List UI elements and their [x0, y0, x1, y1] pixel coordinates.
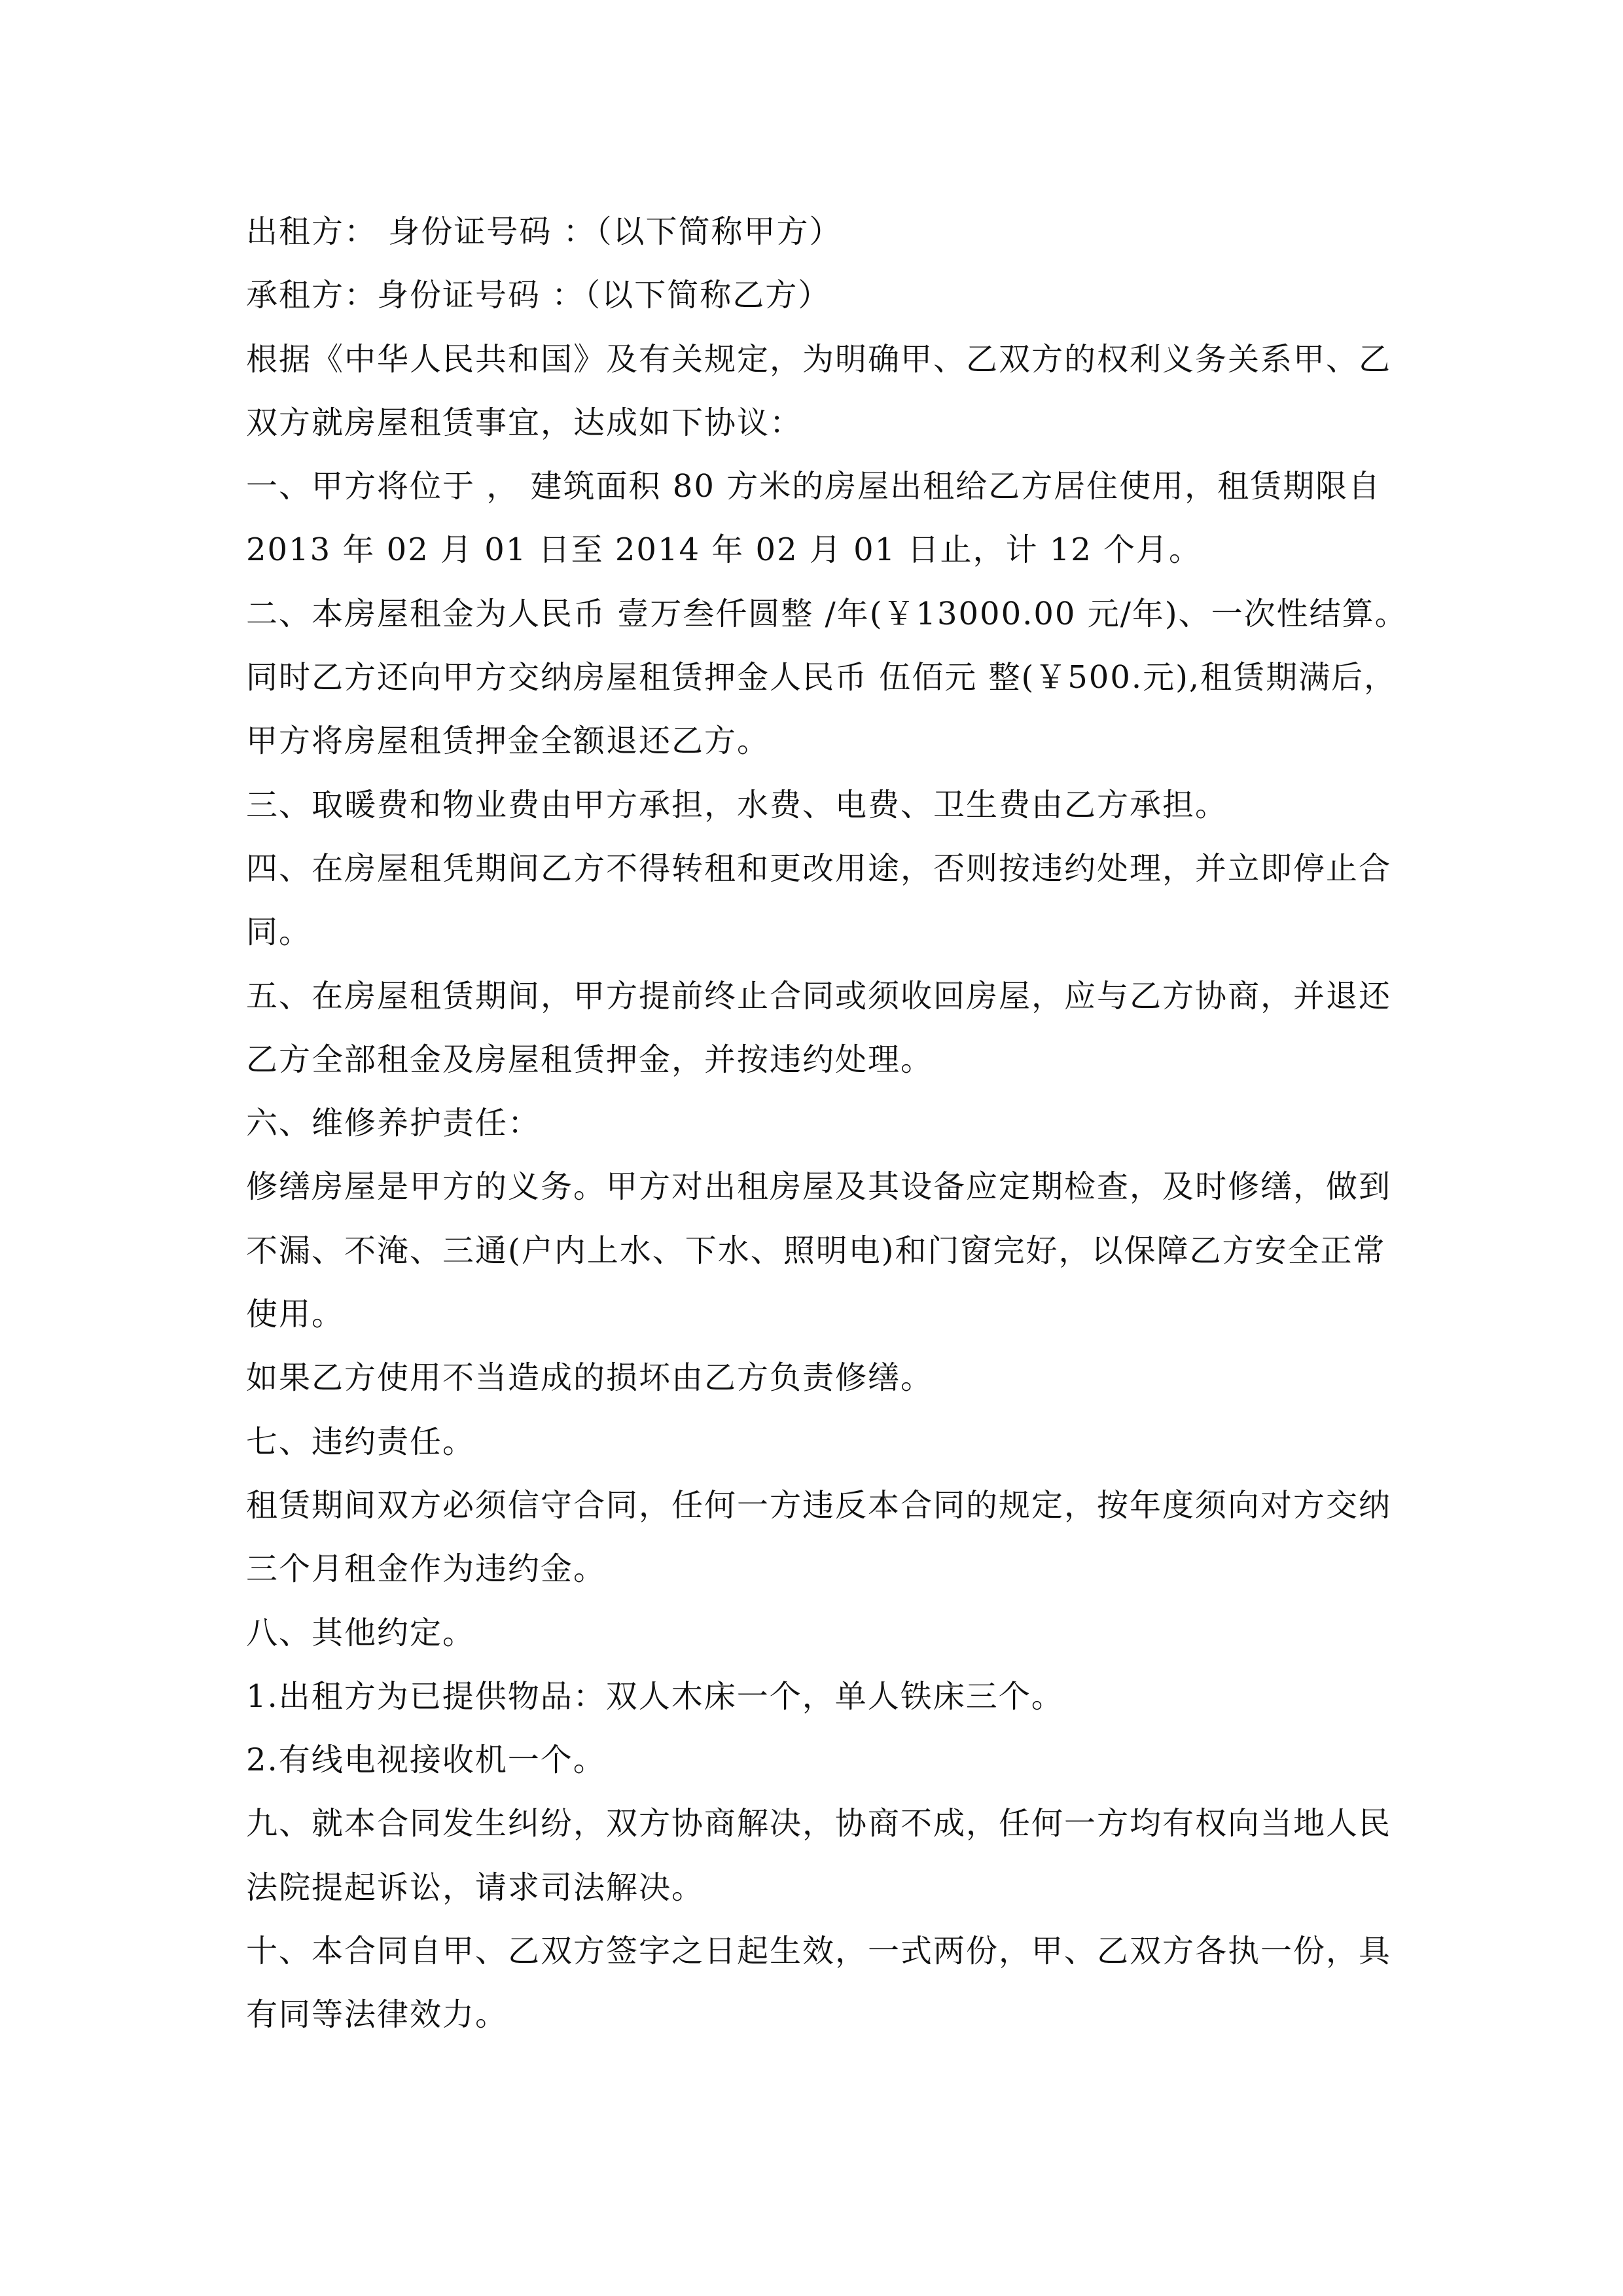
clause-4-line-1: 四、在房屋租凭期间乙方不得转租和更改用途，否则按违约处理，并立即停止合 — [246, 850, 1392, 887]
clause-8-item-2: 2.有线电视接收机一个。 — [246, 1742, 606, 1779]
clause-10-line-1: 十、本合同自甲、乙双方签字之日起生效，一式两份，甲、乙双方各执一份，具 — [246, 1933, 1392, 1970]
clause-2-line-3: 甲方将房屋租赁押金全额退还乙方。 — [246, 723, 770, 760]
clause-8-heading: 八、其他约定。 — [246, 1614, 476, 1651]
clause-6-line-4: 如果乙方使用不当造成的损坏由乙方负责修缮。 — [246, 1359, 934, 1397]
clause-7-line-1: 租赁期间双方必须信守合同，任何一方违反本合同的规定，按年度须向对方交纳 — [246, 1486, 1392, 1524]
clause-6-line-3: 使用。 — [246, 1296, 345, 1333]
clause-4-line-2: 同。 — [246, 914, 312, 951]
contract-body — [246, 200, 1408, 2047]
clause-5-line-2: 乙方全部租金及房屋租赁押金，并按违约处理。 — [246, 1041, 934, 1078]
clause-5-line-1: 五、在房屋租赁期间，甲方提前终止合同或须收回房屋，应与乙方协商，并退还 — [246, 977, 1392, 1014]
clause-9-line-2: 法院提起诉讼，请求司法解决。 — [246, 1869, 705, 1906]
clause-7-line-2: 三个月租金作为违约金。 — [246, 1551, 607, 1588]
preamble-line-2: 双方就房屋租赁事宜，达成如下协议： — [246, 404, 803, 441]
clause-1-line-1: 一、甲方将位于 ， 建筑面积 80 方米的房屋出租给乙方居住使用，租赁期限自 — [246, 468, 1382, 505]
clause-6-line-2: 不漏、不淹、三通(户内上水、下水、照明电)和门窗完好，以保障乙方安全正常 — [246, 1232, 1386, 1269]
clause-3-line-1: 三、取暖费和物业费由甲方承担，水费、电费、卫生费由乙方承担。 — [246, 786, 1228, 823]
lessee-line: 承租方：身份证号码 ：（以下简称乙方） — [246, 277, 831, 314]
clause-7-heading: 七、违约责任。 — [246, 1423, 476, 1460]
preamble-line-1: 根据《中华人民共和国》及有关规定，为明确甲、乙双方的权利义务关系甲、乙 — [246, 340, 1392, 378]
clause-2-line-2: 同时乙方还向甲方交纳房屋租赁押金人民币 伍佰元 整(￥500.元),租赁期满后， — [246, 659, 1397, 696]
clause-9-line-1: 九、就本合同发生纠纷，双方协商解决，协商不成，任何一方均有权向当地人民 — [246, 1805, 1392, 1842]
clause-6-heading: 六、维修养护责任： — [246, 1105, 541, 1142]
clause-6-line-1: 修缮房屋是甲方的义务。甲方对出租房屋及其设备应定期检查，及时修缮，做到 — [246, 1168, 1392, 1206]
clause-8-item-1: 1.出租方为已提供物品：双人木床一个，单人铁床三个。 — [246, 1677, 1064, 1715]
clause-10-line-2: 有同等法律效力。 — [246, 1996, 508, 2034]
clause-2-line-1: 二、本房屋租金为人民币 壹万叁仟圆整 /年(￥13000.00 元/年)、一次性结算。 — [246, 595, 1408, 632]
clause-1-line-2: 2013 年 02 月 01 日至 2014 年 02 月 01 日止，计 12 个月。 — [246, 531, 1202, 569]
lessor-line: 出租方： 身份证号码 ：（以下简称甲方） — [246, 213, 842, 250]
